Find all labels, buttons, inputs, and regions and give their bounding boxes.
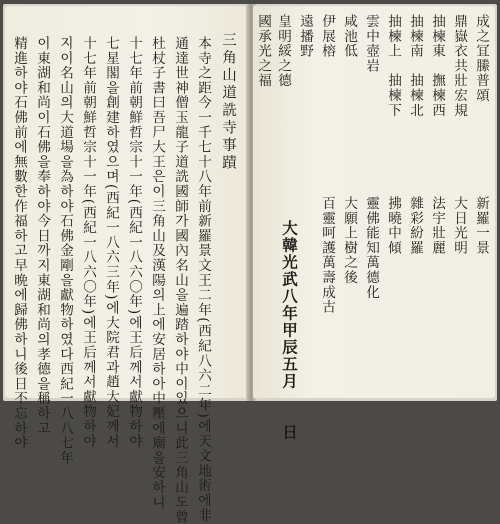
- text-column: 大願上樹之後: [341, 196, 357, 285]
- text-column: 大日光明: [451, 196, 467, 256]
- date-line: 大韓光武八年甲辰五月 日: [280, 220, 299, 441]
- text-column: 法宇壯麗: [429, 196, 445, 256]
- text-column: 本寺之距今一千七十八年前新羅景文王二年(西紀八六二年)에天文地術에非: [195, 36, 211, 523]
- text-column: 이東湖和尚이石佛을奉하야今日까지東湖和尚의孝德을稱하고: [34, 36, 50, 436]
- left-page: [5, 6, 249, 524]
- text-column: 靈佛能知萬德化: [363, 196, 379, 300]
- text-column: 十七年前朝鮮哲宗十一年(西紀一八六〇年)에王后께서獻物하야: [126, 36, 142, 449]
- text-column: 遠播野: [297, 14, 313, 59]
- text-column: 抽楝南 抽楝北: [407, 14, 423, 118]
- text-column: 杜杖子書曰吾尸大王은이三角山及漢陽의上에安居하아中壓에廟을安하니: [149, 36, 165, 510]
- text-column: 精進하야石佛前에無數한作福하고早晩에歸佛하니後日不忘하야: [11, 36, 27, 451]
- text-column: 皇明綏之德: [275, 14, 291, 88]
- text-column: 지이名山의大道場을為하야石佛金剛을獻物하였다西紀一八八七年: [57, 36, 73, 466]
- text-column: 伊展榕: [319, 14, 335, 59]
- text-column: 七星閣을創建하였으며(西紀一八六三年)에大院君과趙大妃께서: [103, 36, 119, 449]
- text-column: 十七年前朝鮮哲宗十一年(西紀一八六〇年)에王后께서獻物하야: [80, 36, 96, 449]
- text-column: 咸池低: [341, 14, 357, 59]
- text-column: 鼎嶽衣共壯宏規: [451, 14, 467, 118]
- text-column: 拂曉中傾: [385, 196, 401, 256]
- right-page: [253, 6, 495, 441]
- text-column: 抽楝上 抽楝下: [385, 14, 401, 118]
- text-column: 雜彩紛羅: [407, 196, 423, 256]
- text-column: 新羅一景: [473, 196, 489, 256]
- text-column: 成之冝縢普頌: [473, 14, 489, 103]
- text-column: 國承光之福: [255, 14, 271, 88]
- text-column: 抽楝東 撫楝西: [429, 14, 445, 118]
- text-column: 百靈呵護萬壽成古: [319, 196, 335, 315]
- document-title: 三角山道詵寺事蹟: [220, 32, 236, 172]
- open-book: [3, 4, 497, 524]
- text-column: 通達世神僧玉龍子道詵國師가國內名山을遍踏하야中이있으니此三角山도曾: [172, 36, 188, 524]
- text-column: 雲中壺岩: [363, 14, 379, 74]
